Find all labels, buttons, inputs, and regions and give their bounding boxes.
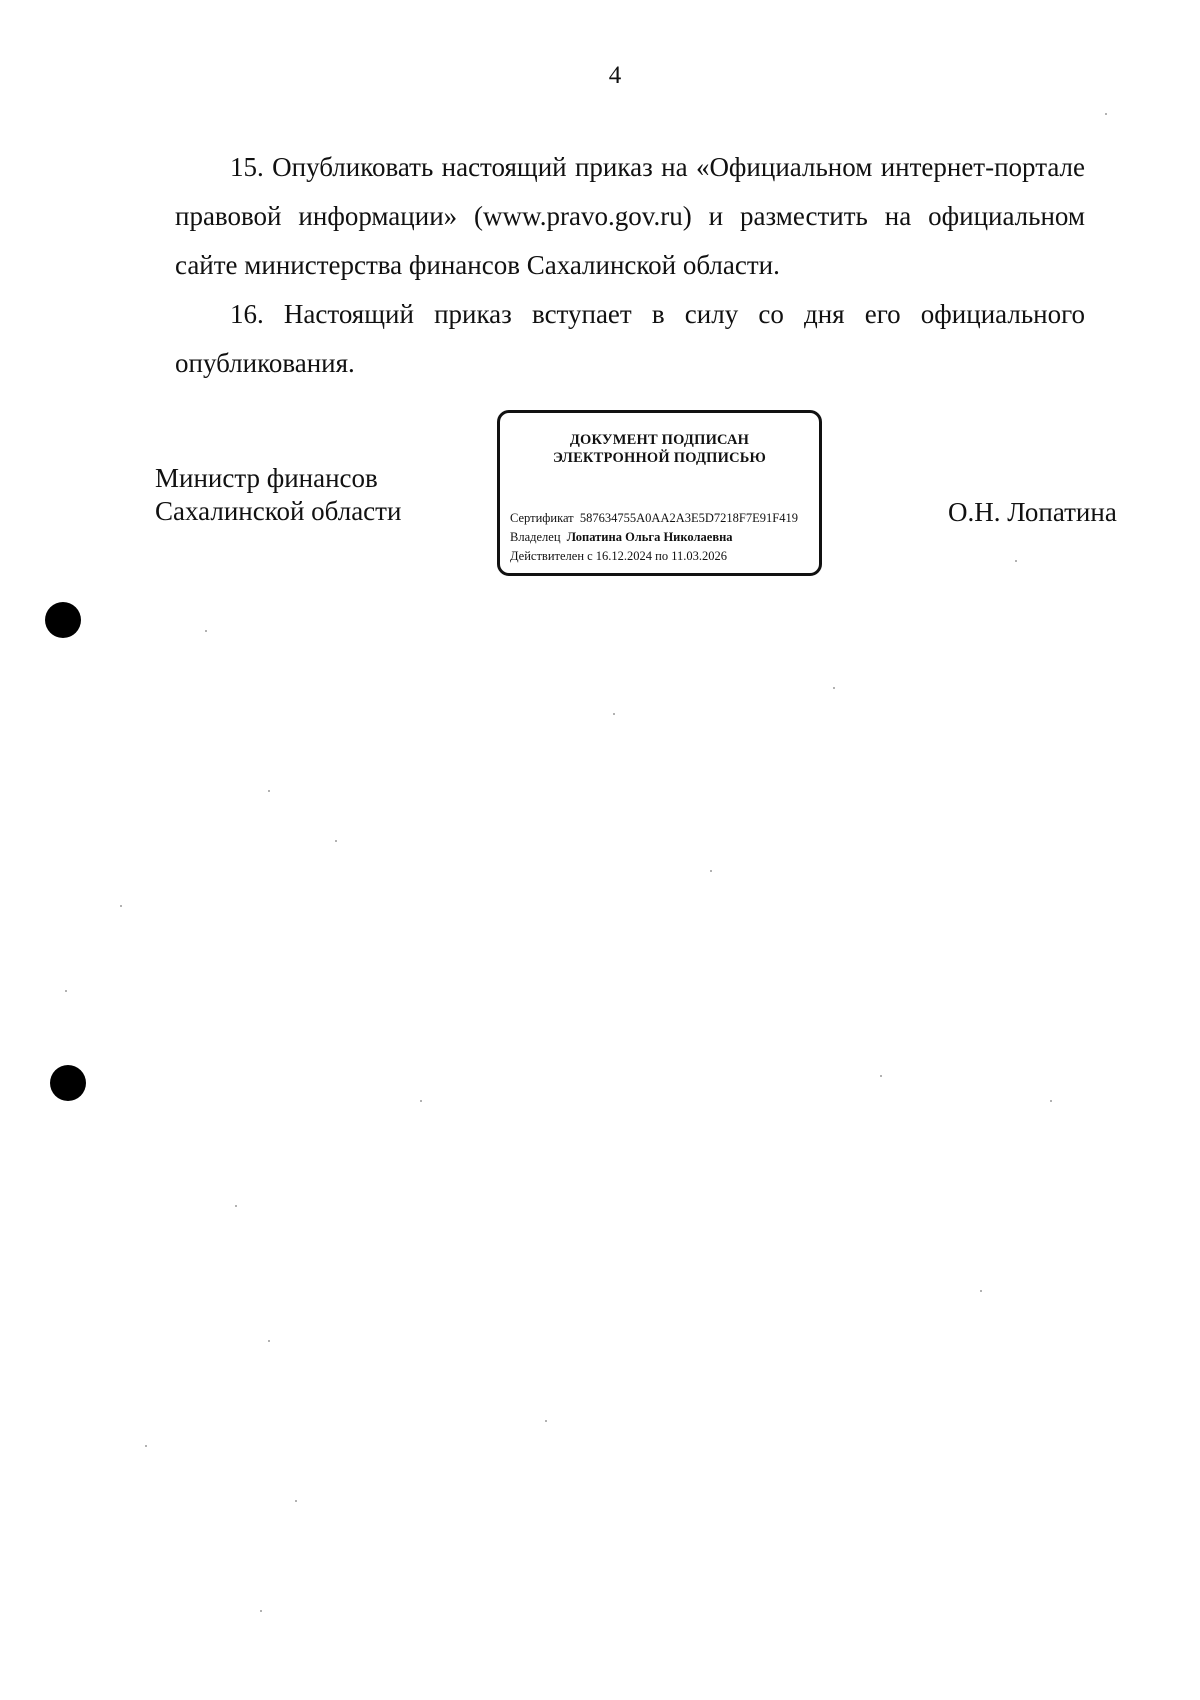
stamp-owner-row — [510, 528, 811, 547]
signer-name: О.Н. Лопатина — [948, 497, 1117, 527]
paragraph-15: 15. Опубликовать настоящий приказ на «Официальном интернет-портале правовой информации» (www.pravo.gov.ru) и разместить на официальном сайте министерства финансов Сахалинской области. — [175, 152, 1085, 280]
stamp-certificate-label: Сертификат — [510, 511, 574, 525]
stamp-title-line2: ЭЛЕКТРОННОЙ ПОДПИСЬЮ — [552, 450, 767, 466]
signer-position-line1: Министр финансов — [155, 463, 378, 493]
signer-position-line2: Сахалинской области — [155, 496, 402, 526]
stamp-owner-value: Лопатина Ольга Николаевна — [566, 530, 733, 544]
paragraph-16: 16. Настоящий приказ вступает в силу со дня его официального опубликования. — [175, 299, 1085, 378]
punch-hole-top — [45, 602, 81, 638]
electronic-signature-stamp — [497, 410, 822, 576]
stamp-owner-label: Владелец — [510, 530, 561, 544]
stamp-certificate-row — [510, 509, 811, 528]
signer-position — [155, 462, 401, 528]
stamp-title-line1: ДОКУМЕНТ ПОДПИСАН — [569, 432, 750, 448]
stamp-title — [500, 431, 819, 467]
stamp-details — [510, 509, 811, 566]
punch-hole-bottom — [50, 1065, 86, 1101]
stamp-certificate-value: 587634755A0AA2A3E5D7218F7E91F419 — [579, 511, 798, 525]
stamp-validity-row: Действителен с 16.12.2024 по 11.03.2026 — [510, 549, 728, 563]
page-number: 4 — [608, 62, 622, 89]
